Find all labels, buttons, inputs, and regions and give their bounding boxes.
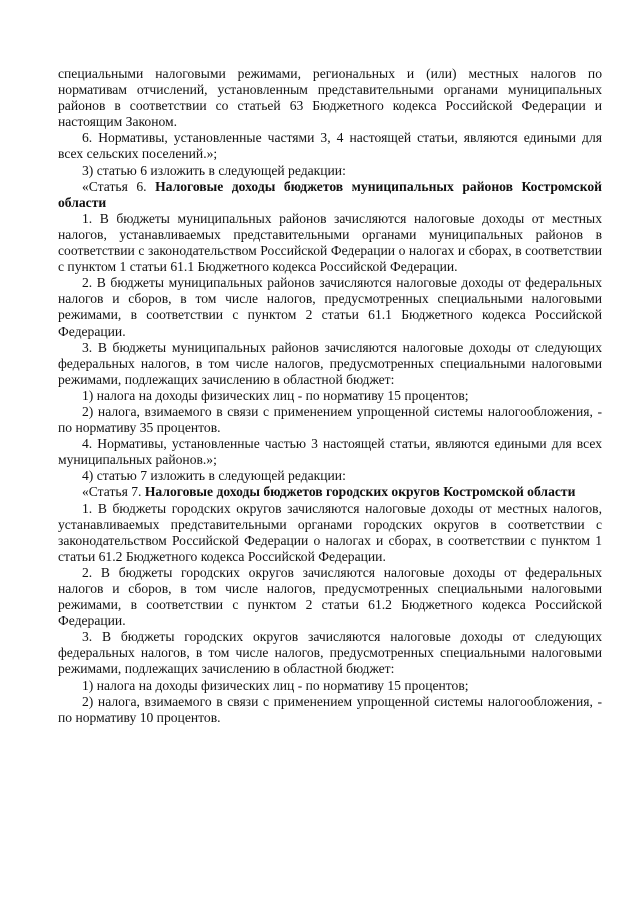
article-6-heading: «Статья 6. Налоговые доходы бюджетов муниципальных районов Костромской области — [58, 178, 602, 210]
paragraph-16: 1) налога на доходы физических лиц - по нормативу 15 процентов; — [82, 677, 469, 693]
paragraph-8: 1) налога на доходы физических лиц - по нормативу 15 процентов; — [82, 387, 469, 403]
paragraph-11: 4) статью 7 изложить в следующей редакции: — [82, 468, 346, 484]
paragraph-2: 6. Нормативы, установленные частями 3, 4 настоящей статьи, являются едиными для всех сельских поселений.»; — [58, 130, 602, 162]
article-7-heading: «Статья 7. Налоговые доходы бюджетов городских округов Костромской области — [82, 484, 576, 500]
paragraph-7: 3. В бюджеты муниципальных районов зачисляются налоговые доходы от следующих федеральных налогов, в том числе налогов, предусмотренных специальными налоговыми режимами, подлежащих зачислению в областной бюджет: — [58, 339, 602, 387]
paragraph-6: 2. В бюджеты муниципальных районов зачисляются налоговые доходы от федеральных налогов и сборов, в том числе налогов, предусмотренных специальными налоговыми режимами, в соответствии с пунктом 2 статьи 61.1 Бюджетного кодекса Российской Федерации. — [58, 275, 602, 339]
paragraph-13: 1. В бюджеты городских округов зачисляются налоговые доходы от местных налогов, устанавливаемых представительными органами городских округов в соответствии с законодательством Российской Федерации о налогах и сборах, в соответствии с пунктом 1 статьи 61.2 Бюджетного кодекса Российской Федерации. — [58, 500, 602, 564]
paragraph-17: 2) налога, взимаемого в связи с применением упрощенной системы налогообложения, - по нормативу 10 процентов. — [58, 693, 602, 725]
paragraph-5: 1. В бюджеты муниципальных районов зачисляются налоговые доходы от местных налогов, устанавливаемых представительными органами муниципальных районов в соответствии с законодательством Российской Федерации о налогах и сборах, в соответствии с пунктом 1 статьи 61.1 Бюджетного кодекса Российской Федерации. — [58, 210, 602, 275]
article-6-title: Налоговые доходы бюджетов муниципальных районов Костромской области — [58, 178, 602, 210]
paragraph-3: 3) статью 6 изложить в следующей редакции: — [82, 162, 346, 178]
paragraph-15: 3. В бюджеты городских округов зачисляются налоговые доходы от следующих федеральных налогов, в том числе налогов, предусмотренных специальными налоговыми режимами, подлежащих зачислению в областной бюджет: — [58, 629, 602, 677]
paragraph-10: 4. Нормативы, установленные частью 3 настоящей статьи, являются едиными для всех муниципальных районов.»; — [58, 436, 602, 468]
article-7-title: Налоговые доходы бюджетов городских округов Костромской области — [144, 484, 576, 500]
paragraph-1: специальными налоговыми режимами, региональных и (или) местных налогов по нормативам отчислений, установленным представительными органами муниципальных районов в соответствии со статьей 63 Бюджетного кодекса Российской Федерации и настоящим Законом. — [58, 66, 602, 130]
paragraph-14: 2. В бюджеты городских округов зачисляются налоговые доходы от федеральных налогов и сборов, в том числе налогов, предусмотренных специальными налоговыми режимами, в соответствии с пунктом 2 статьи 61.2 Бюджетного кодекса Российской Федерации. — [58, 564, 602, 629]
paragraph-9: 2) налога, взимаемого в связи с применением упрощенной системы налогообложения, - по нормативу 35 процентов. — [58, 403, 602, 436]
